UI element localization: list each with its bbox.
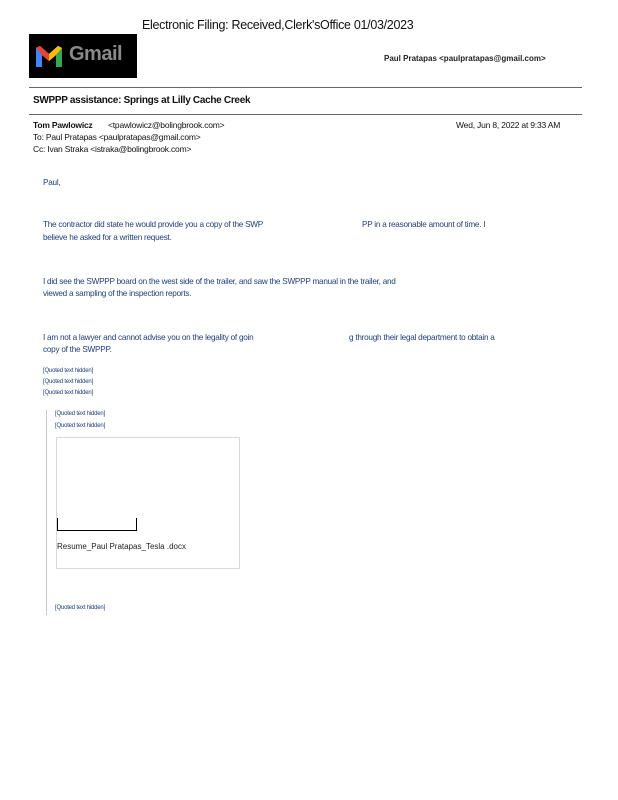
sender-email: <tpawlowicz@bolingbrook.com> bbox=[108, 120, 225, 130]
paragraph-2-line-1: I did see the SWPPP board on the west side of the trailer, and saw the SWPPP manual in the trailer, and bbox=[43, 277, 396, 286]
divider-top bbox=[29, 87, 582, 88]
gmail-wordmark: Gmail bbox=[69, 43, 123, 65]
cc-recipients: Cc: Ivan Straka <istraka@bolingbrook.com> bbox=[33, 144, 192, 154]
document-icon bbox=[57, 518, 137, 531]
attachment-filename: Resume_Paul Pratapas_Tesla .docx bbox=[57, 542, 186, 551]
paragraph-3-line-1a: I am not a lawyer and cannot advise you on the legality of goin bbox=[43, 333, 254, 342]
gmail-m-icon bbox=[34, 43, 64, 69]
quoted-text-toggle[interactable]: [Quoted text hidden] bbox=[55, 423, 106, 429]
account-email: Paul Pratapas <paulpratapas@gmail.com> bbox=[384, 54, 546, 63]
message-date: Wed, Jun 8, 2022 at 9:33 AM bbox=[456, 120, 561, 130]
quoted-text-toggle[interactable]: [Quoted text hidden] bbox=[55, 411, 106, 417]
quoted-text-toggle[interactable]: [Quoted text hidden] bbox=[43, 368, 94, 374]
paragraph-1-line-1a: The contractor did state he would provide you a copy of the SWP bbox=[43, 220, 263, 229]
quoted-text-toggle[interactable]: [Quoted text hidden] bbox=[43, 390, 94, 396]
paragraph-3-line-2: copy of the SWPPP. bbox=[43, 345, 112, 354]
paragraph-1-line-2: believe he asked for a written request. bbox=[43, 233, 172, 242]
filing-stamp: Electronic Filing: Received,Clerk'sOffice 01/03/2023 bbox=[142, 18, 414, 32]
paragraph-3-line-1b: g through their legal department to obtain a bbox=[349, 333, 495, 342]
gmail-logo bbox=[29, 34, 137, 78]
to-recipients: To: Paul Pratapas <paulpratapas@gmail.com> bbox=[33, 132, 201, 142]
sender-name: Tom Pawlowicz bbox=[33, 120, 93, 130]
paragraph-1-line-1b: PP in a reasonable amount of time. I bbox=[362, 220, 486, 229]
attachment-card[interactable] bbox=[56, 437, 240, 569]
email-subject: SWPPP assistance: Springs at Lilly Cache Creek bbox=[33, 95, 251, 106]
greeting: Paul, bbox=[43, 178, 61, 187]
paragraph-2-line-2: viewed a sampling of the inspection reports. bbox=[43, 289, 192, 298]
divider-subject bbox=[29, 114, 582, 115]
quote-thread-bar bbox=[46, 410, 47, 615]
quoted-text-toggle[interactable]: [Quoted text hidden] bbox=[55, 605, 106, 611]
quoted-text-toggle[interactable]: [Quoted text hidden] bbox=[43, 379, 94, 385]
